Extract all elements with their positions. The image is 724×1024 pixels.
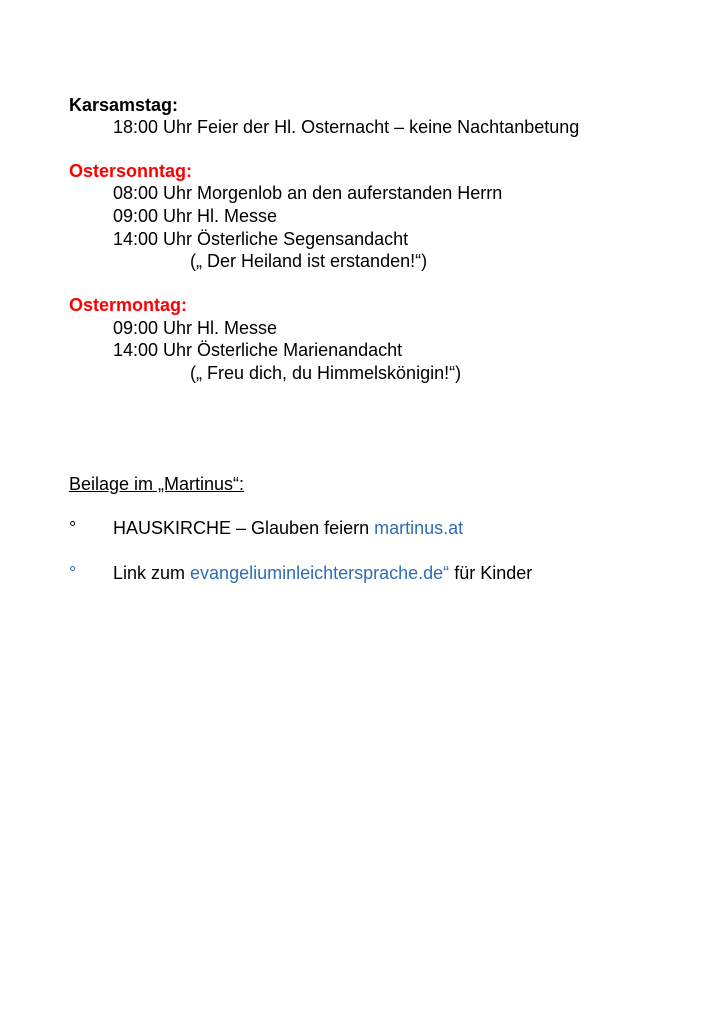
martinus-link[interactable]: martinus.at: [374, 518, 464, 538]
schedule-item: 14:00 Uhr Österliche Marienandacht: [113, 340, 403, 360]
schedule-item-subtitle: („ Der Heiland ist erstanden!“): [190, 251, 428, 271]
bullet-text: Link zum: [113, 563, 191, 583]
schedule-item: 14:00 Uhr Österliche Segensandacht: [113, 229, 409, 249]
evangelium-link[interactable]: evangeliuminleichtersprache.de“: [190, 563, 450, 583]
schedule-item: 09:00 Uhr Hl. Messe: [113, 318, 278, 338]
bullet-marker: °: [69, 518, 77, 538]
schedule-item: 08:00 Uhr Morgenlob an den auferstanden Herrn: [113, 183, 503, 203]
bullet-item-hauskirche: [113, 517, 463, 539]
bullet-text: HAUSKIRCHE – Glauben feiern: [113, 518, 375, 538]
schedule-item: 18:00 Uhr Feier der Hl. Osternacht – keine Nachtanbetung: [113, 117, 580, 137]
beilage-heading: Beilage im „Martinus“:: [69, 474, 245, 494]
bullet-suffix: für Kinder: [449, 563, 533, 583]
heading-ostersonntag: Ostersonntag:: [69, 161, 193, 181]
schedule-item-subtitle: („ Freu dich, du Himmelskönigin!“): [190, 363, 462, 383]
schedule-item: 09:00 Uhr Hl. Messe: [113, 206, 278, 226]
bullet-item-evangelium: [113, 562, 532, 584]
heading-ostermontag: Ostermontag:: [69, 295, 188, 315]
heading-karsamstag: Karsamstag:: [69, 95, 179, 115]
bullet-marker: °: [69, 563, 77, 583]
